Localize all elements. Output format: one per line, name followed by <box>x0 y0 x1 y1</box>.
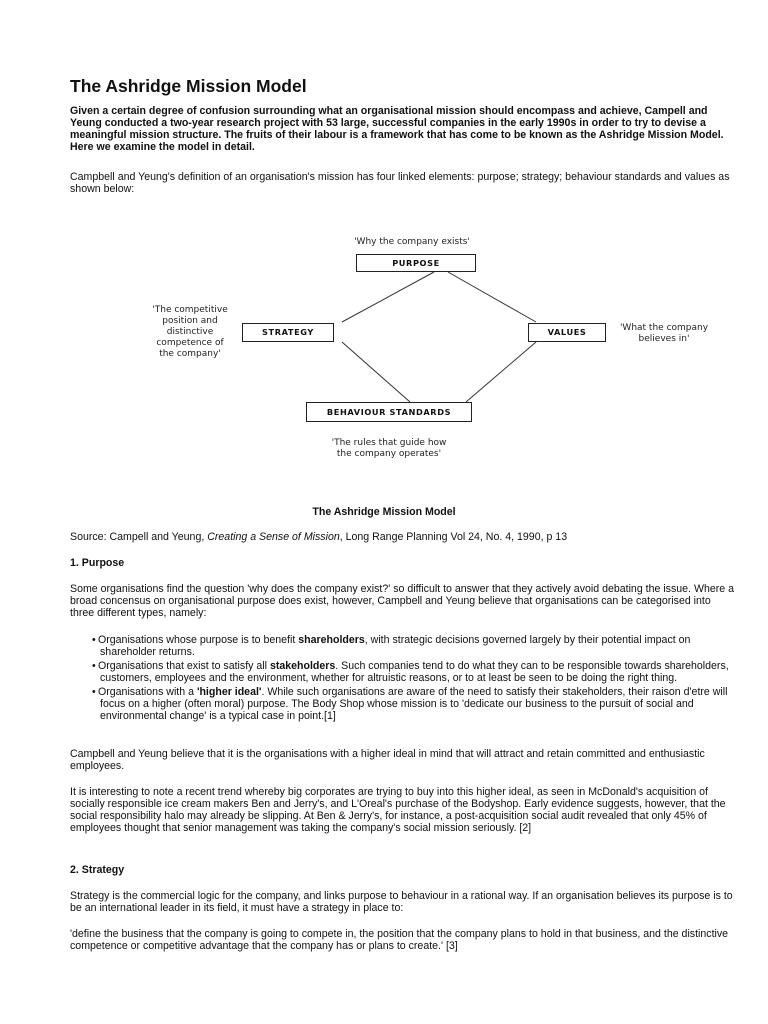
source-work-title: Creating a Sense of Mission <box>207 531 340 543</box>
bullet-text: Organisations with a <box>98 686 197 698</box>
source-prefix: Source: Campell and Yeung, <box>70 531 208 543</box>
bullet-bold-term: stakeholders <box>269 660 336 672</box>
list-item <box>70 634 735 658</box>
ashridge-mission-diagram <box>148 232 709 462</box>
list-item <box>70 686 735 722</box>
note-strategy <box>148 305 232 360</box>
bullet-text: . Such companies tend to do what they can to be responsible towards shareholders, customers, employees and the environment, whether for altruistic reasons, or to at least be seen to be doing the right thing. <box>100 660 729 684</box>
source-citation <box>70 531 735 543</box>
bullet-text: Organisations whose purpose is to benefit <box>98 634 299 646</box>
purpose-types-list <box>70 634 735 724</box>
purpose-paragraph: Some organisations find the question 'why does the company exist?' so difficult to answer that they actively avoid debating the issue. Where a broad concensus on organisational purpose does exist, however, Campbell and Yeung believe that organisations can be categorised into three different types, namely: <box>70 583 734 619</box>
higher-ideal-paragraph: Campbell and Yeung believe that it is the organisations with a higher ideal in mind that will attract and retain committed and enthusiastic employees. <box>70 748 705 772</box>
purpose-box: PURPOSE <box>356 254 476 272</box>
line-values-behaviour <box>466 342 536 402</box>
bullet-text: Organisations that exist to satisfy all <box>98 660 270 672</box>
intro-paragraph: Given a certain degree of confusion surrounding what an organisational mission should encompass and achieve, Campell and Yeung conducted a two-year research project with 53 large, successful companies in the early 1990s in order to try to devise a meaningful mission structure. The fruits of their labour is a framework that has come to be known as the Ashridge Mission Model. Here we examine the model in detail. <box>70 105 724 153</box>
section-heading-strategy: 2. Strategy <box>70 864 125 876</box>
behaviour-standards-box: BEHAVIOUR STANDARDS <box>306 402 472 422</box>
section-heading-purpose: 1. Purpose <box>70 557 125 569</box>
values-box: VALUES <box>528 323 606 342</box>
note-values-line: believes in' <box>638 334 690 344</box>
note-values-line: 'What the company <box>619 323 709 333</box>
strategy-box: STRATEGY <box>242 323 334 342</box>
page-title: The Ashridge Mission Model <box>70 76 307 96</box>
strategy-quote: 'define the business that the company is going to compete in, the position that the company plans to hold in that business, and the distinctive competence or competitive advantage that the company has or plans to create.' [3] <box>70 928 729 952</box>
bullet-text: , with strategic decisions governed largely by their potential impact on shareholder returns. <box>100 634 691 658</box>
trend-paragraph: It is interesting to note a recent trend whereby big corporates are trying to buy into this higher ideal, as seen in McDonald's acquisition of socially responsible ice cream makers Ben and Jerry's, and L'Oreal's purchase of the Bodyshop. Early evidence suggests, however, that the social responsibility halo may already be slipping. At Ben & Jerry's, for instance, a post-acquisition social audit revealed that only 45% of employees thought that senior management was taking the company's social mission seriously. [2] <box>70 786 726 834</box>
note-strategy-line: competence of <box>156 338 224 348</box>
list-item <box>70 660 735 684</box>
note-purpose: 'Why the company exists' <box>354 237 470 247</box>
line-purpose-values <box>448 272 536 322</box>
bullet-text: . While such organisations are aware of the need to satisfy their stakeholders, their raison d'etre will focus on a higher (often moral) purpose. The Body Shop whose mission is to 'dedicate our business to the pursuit of social and environmental change' is a typical case in point.[1] <box>100 686 728 722</box>
line-strategy-behaviour <box>342 342 410 402</box>
note-values <box>612 323 716 345</box>
note-strategy-line: distinctive <box>166 327 214 337</box>
bullet-bold-term: 'higher ideal' <box>196 686 262 698</box>
definition-paragraph: Campbell and Yeung's definition of an organisation's mission has four linked elements: purpose; strategy; behaviour standards and values as shown below: <box>70 171 730 195</box>
note-strategy-line: the company' <box>159 349 221 359</box>
figure-caption: The Ashridge Mission Model <box>312 506 456 518</box>
bullet-icon: • <box>92 660 96 672</box>
bullet-icon: • <box>92 634 96 646</box>
bullet-icon: • <box>92 686 96 698</box>
line-purpose-strategy <box>342 272 434 322</box>
note-behaviour-line: the company operates' <box>336 449 442 459</box>
bullet-bold-term: shareholders <box>298 634 365 646</box>
strategy-paragraph: Strategy is the commercial logic for the company, and links purpose to behaviour in a rational way. If an organisation believes its purpose is to be an international leader in its field, it must have a strategy in place to: <box>70 890 733 914</box>
note-behaviour-line: 'The rules that guide how <box>331 438 447 448</box>
note-strategy-line: position and <box>162 316 218 326</box>
source-suffix: , Long Range Planning Vol 24, No. 4, 1990, p 13 <box>339 531 568 543</box>
note-behaviour <box>304 438 474 460</box>
note-strategy-line: 'The competitive <box>152 305 228 315</box>
